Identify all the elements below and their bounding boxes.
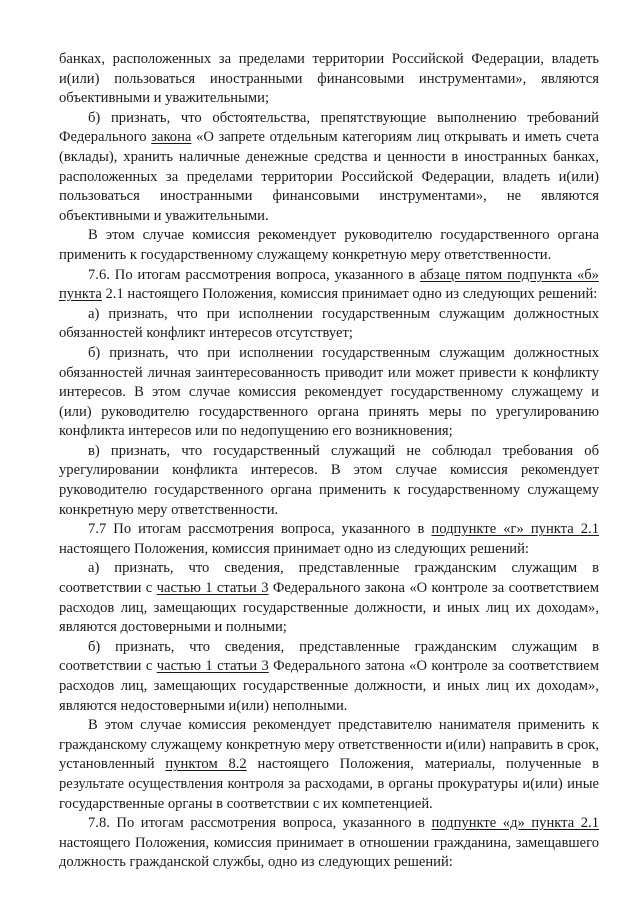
paragraph-text: 7.8. По итогам рассмотрения вопроса, указанного в [88, 815, 432, 832]
document-reference-link[interactable]: подпункте «д» пункта 2.1 [431, 815, 599, 832]
paragraph-text: 2.1 настоящего Положения, комиссия принимает одно из следующих решений: [101, 286, 598, 303]
para-7-7-a [59, 559, 599, 637]
para-7-6 [59, 266, 599, 305]
paragraph-text: В этом случае комиссия рекомендует представителю нанимателя применить к гражданскому служащему конкретную меру ответственности и(или) направить в срок, установленный [59, 717, 599, 773]
document-reference-link[interactable]: частью 1 статьи 3 [156, 580, 269, 597]
paragraph-text: настоящего Положения, комиссия принимает в отношении гражданина, замещавшего должность гражданской службы, одно из следующих решений: [59, 834, 599, 871]
paragraph-text: В этом случае комиссия рекомендует руководителю государственного органа применить к государственному служащему конкретную меру ответственности. [59, 227, 599, 263]
paragraph-text: банках, расположенных за пределами территории Российской Федерации, владеть и(или) пользоваться иностранными финансовыми инструментами», являются объективными и уважительными; [59, 51, 599, 107]
paragraph-text: в) признать, что государственный служащий не соблюдал требования об урегулировании конфликта интересов. В этом случае комиссия рекомендует руководителю государственного органа применить к государственному служащему конкретную меру ответственности. [59, 442, 599, 518]
document-reference-link[interactable]: абзаце пятом подпункта «б» пункта [59, 266, 599, 303]
para-7-7 [59, 520, 599, 559]
paragraph-text: Федерального закона «О контроле за соответствием расходов лиц, замещающих государственные должности, и иных лиц их доходам», являются достоверными и полными; [59, 580, 599, 636]
paragraph-text: а) признать, что сведения, представленные гражданским служащим в соответствии с [59, 560, 599, 597]
para-7-6-b [59, 344, 599, 442]
paragraph-text: настоящего Положения, материалы, полученные в результате осуществления контроля за расходами, в органы прокуратуры и(или) иные государственные органы в соответствии с их компетенцией. [59, 756, 599, 812]
document-reference-link[interactable]: пунктом 8.2 [165, 756, 247, 773]
para-7-6-v [59, 442, 599, 520]
paragraph-text: 7.7 По итогам рассмотрения вопроса, указанного в [88, 521, 432, 538]
paragraph-text: а) признать, что при исполнении государственным служащим должностных обязанностей конфликт интересов отсутствует; [59, 305, 599, 342]
paragraph-text: «О запрете отдельным категориям лиц открывать и иметь счета (вклады), хранить наличные денежные средства и ценности в иностранных банках, расположенных за пределами территории Российской Федерации, владеть и(или) пользоваться иностранными финансовыми инструментами», не являются объективными и уважительными. [59, 129, 599, 224]
para-7-6-a [59, 305, 599, 344]
paragraph-text: 7.6. По итогам рассмотрения вопроса, указанного в [88, 266, 420, 283]
para-7-8 [59, 814, 599, 873]
paragraph-text: б) признать, что обстоятельства, препятствующие выполнению требований Федерального [59, 109, 599, 146]
document-page [59, 50, 599, 873]
document-reference-link[interactable]: закона [151, 129, 192, 146]
para-commission-recommends-1 [59, 226, 599, 265]
para-commission-recommends-2 [59, 716, 599, 814]
para-continuation [59, 50, 599, 109]
para-b-objective [59, 109, 599, 227]
document-reference-link[interactable]: подпункте «г» пункта 2.1 [431, 521, 599, 538]
paragraph-text: настоящего Положения, комиссия принимает одно из следующих решений: [59, 540, 529, 557]
para-7-7-b [59, 638, 599, 716]
paragraph-text: б) признать, что при исполнении государственным служащим должностных обязанностей личная заинтересованность приводит или может привести к конфликту интересов. В этом случае комиссия рекомендует государственному служащему и (или) руководителю государственного органа принять меры по урегулированию конфликта интересов или по недопущению его возникновения; [59, 344, 599, 440]
paragraph-text: б) признать, что сведения, представленные гражданским служащим в соответствии с [59, 638, 599, 675]
paragraph-text: Федерального затона «О контроле за соответствием расходов лиц, замещающих государственные должности, и иных лиц их доходам», являются недостоверными и(или) неполными. [59, 658, 599, 714]
document-reference-link[interactable]: частью 1 статьи 3 [156, 658, 269, 675]
